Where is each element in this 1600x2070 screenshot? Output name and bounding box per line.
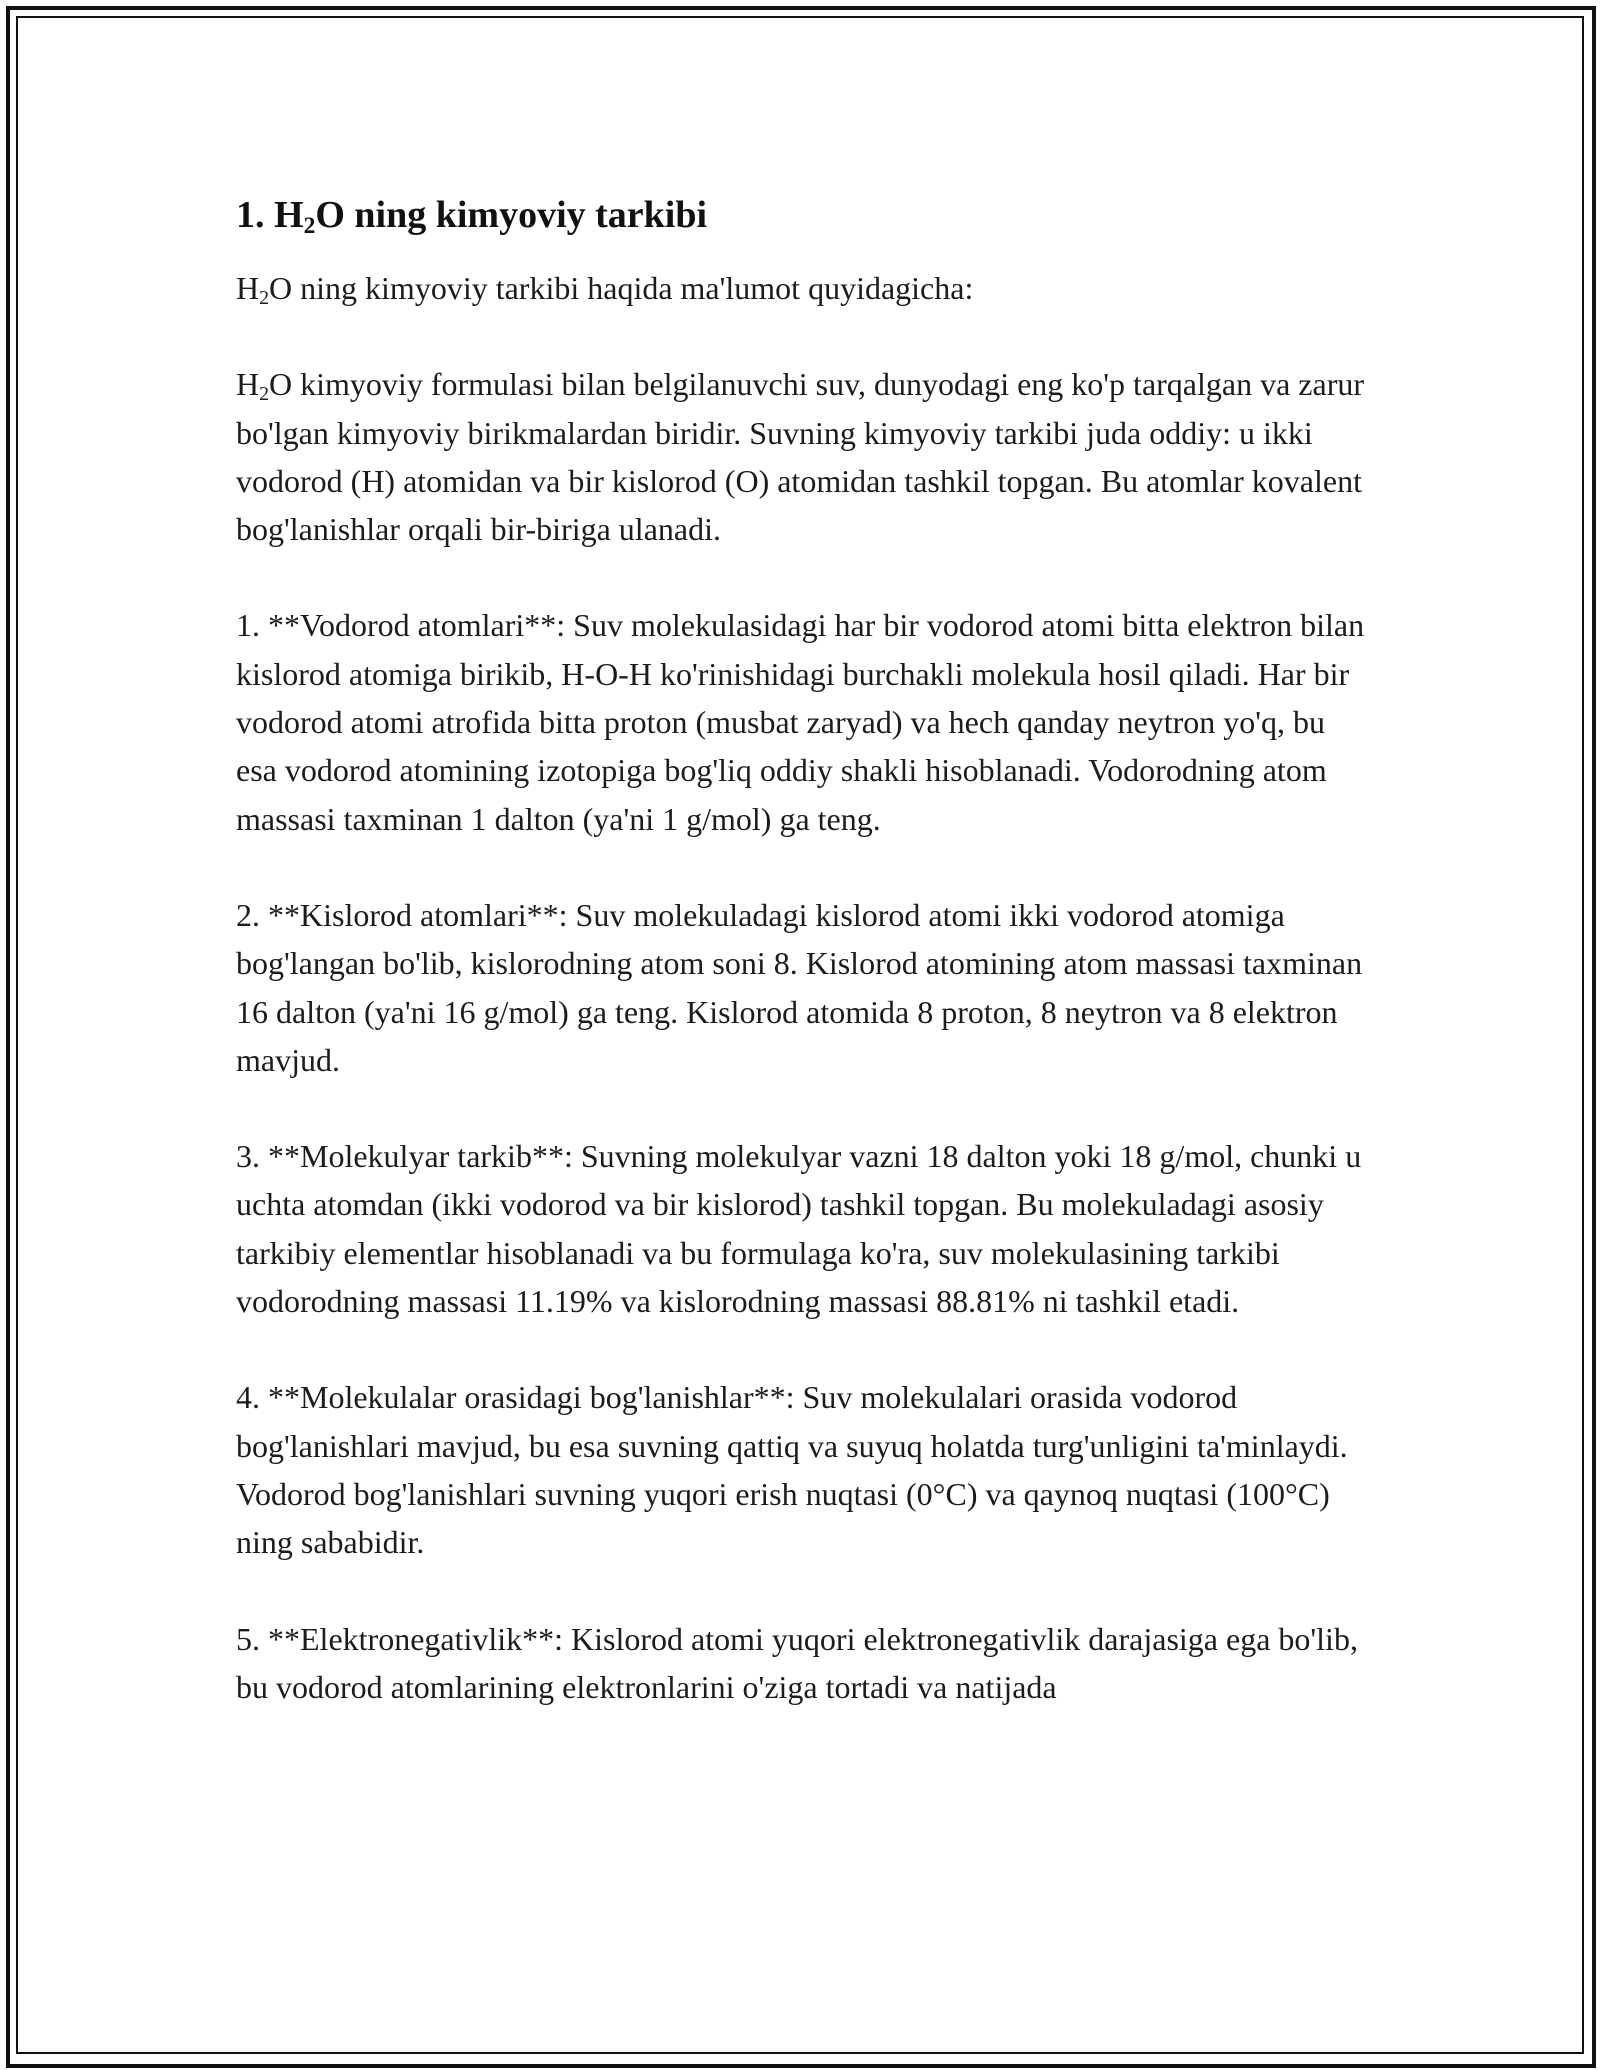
intro-paragraph <box>236 264 1366 312</box>
formula-element-o: O <box>315 194 345 236</box>
heading-text: ning kimyoviy tarkibi <box>354 194 708 236</box>
overview-paragraph <box>236 360 1366 553</box>
overview-text: kimyoviy formulasi bilan belgilanuvchi suv, dunyodagi eng ko'p tarqalgan va zarur bo'lgan kimyoviy birikmalardan biridir. Suvning kimyoviy tarkibi juda oddiy: u ikki vodorod (H) atomidan va bir kislorod (O) atomidan tashkil topgan. Bu atomlar kovalent bog'lanishlar orqali bir-biriga ulanadi. <box>236 366 1365 548</box>
formula-element-o: O <box>269 366 293 403</box>
formula-element-h: H <box>274 194 304 236</box>
intro-text: ning kimyoviy tarkibi haqida ma'lumot quyidagicha: <box>300 270 974 306</box>
list-item-elektronegativlik: 5. **Elektronegativlik**: Kislorod atomi yuqori elektronegativlik darajasiga ega bo'lib, bu vodorod atomlarining elektronlarini o'ziga tortadi va natijada <box>236 1620 1358 1705</box>
list-item-kislorod: 2. **Kislorod atomlari**: Suv molekuladagi kislorod atomi ikki vodorod atomiga bog'langan bo'lib, kislorodning atom soni 8. Kislorod atomining atom massasi taxminan 16 dalton (ya'ni 16 g/mol) ga teng. Kislorod atomida 8 proton, 8 neytron va 8 elektron mavjud. <box>236 896 1363 1078</box>
formula-subscript: 2 <box>303 212 316 239</box>
heading-number: 1. <box>236 194 265 236</box>
formula-element-h: H <box>236 366 260 403</box>
formula-element-h: H <box>236 270 260 306</box>
heading-formula <box>274 194 345 239</box>
list-item-vodorod: 1. **Vodorod atomlari**: Suv molekulasidagi har bir vodorod atomi bitta elektron bilan kislorod atomiga birikib, H-O-H ko'rinishidagi burchakli molekula hosil qiladi. Har bir vodorod atomi atrofida bitta proton (musbat zaryad) va hech qanday neytron yo'q, bu esa vodorod atomining izotopiga bog'liq oddiy shakli hisoblanadi. Vodorodning atom massasi taxminan 1 dalton (ya'ni 1 g/mol) ga teng. <box>236 607 1365 837</box>
document-body <box>236 190 1366 1759</box>
list-item-molekulyar-tarkib: 3. **Molekulyar tarkib**: Suvning molekulyar vazni 18 dalton yoki 18 g/mol, chunki u uchta atomdan (ikki vodorod va bir kislorod) tashkil topgan. Bu molekuladagi asosiy tarkibiy elementlar hisoblanadi va bu formulaga ko'ra, suv molekulasining tarkibi vodorodning massasi 11.19% va kislorodning massasi 88.81% ni tashkil etadi. <box>236 1138 1362 1320</box>
formula-subscript: 2 <box>259 383 270 406</box>
intro-formula <box>236 270 293 309</box>
list-item-boglanishlar: 4. **Molekulalar orasidagi bog'lanishlar**: Suv molekulalari orasida vodorod bog'lanishlari mavjud, bu esa suvning qattiq va suyuq holatda turg'unligini ta'minlaydi. Vodorod bog'lanishlari suvning yuqori erish nuqtasi (0°C) va qaynoq nuqtasi (100°C) ning sababidir. <box>236 1379 1348 1561</box>
formula-subscript: 2 <box>259 286 270 309</box>
section-heading <box>236 190 1366 240</box>
formula-element-o: O <box>269 270 293 306</box>
overview-formula <box>236 366 293 406</box>
